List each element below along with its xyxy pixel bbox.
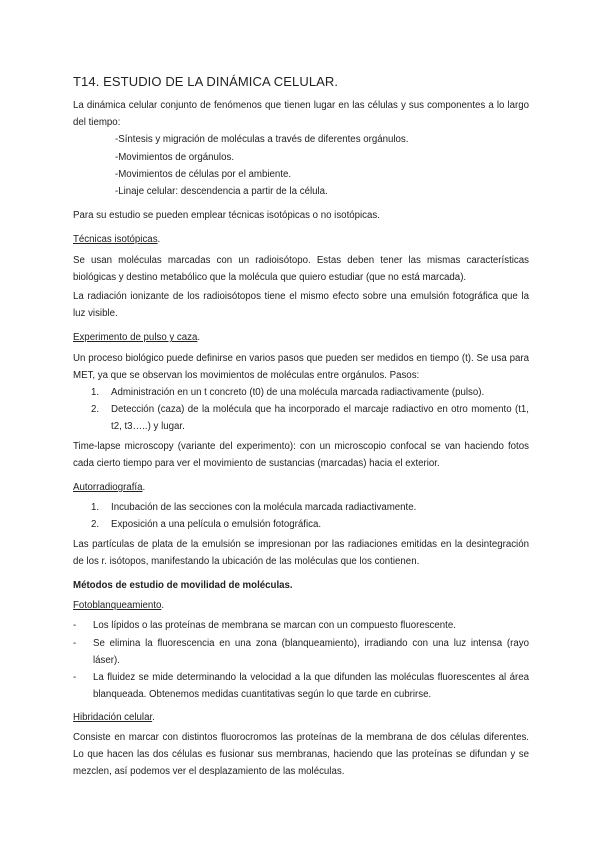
dash-marker: - [115, 151, 119, 163]
intro-paragraph: La dinámica celular conjunto de fenómenos que tienen lugar en las células y sus componentes a lo largo del tiempo: [73, 100, 529, 129]
section-heading-pulse-chase: Experimento de pulso y caza. [73, 332, 201, 344]
isotopic-paragraph-1: Se usan moléculas marcadas con un radioisótopo. Estas deben tener las mismas características biológicas y destino metabólico que la molécula que quiero estudiar (que no está marcada). [73, 254, 529, 283]
hybridization-paragraph: Consiste en marcar con distintos fluorocromos las proteínas de la membrana de dos células diferentes. Lo que hacen las dos células es fusionar sus membranas, haciendo que las proteínas se difundan y se mezclen, así podemos ver el desplazamiento de las moléculas. [73, 731, 529, 778]
list-item: - Los lípidos o las proteínas de membrana se marcan con un compuesto fluorescente. [73, 617, 529, 634]
subsection-heading-photobleaching: Fotoblanqueamiento. [73, 600, 165, 612]
list-item: - La fluidez se mide determinando la velocidad a la que difunden las moléculas fluorescentes al área blanqueada. Obtenemos medidas cuantitativas según lo que tarde en cubrirse. [73, 669, 529, 703]
list-item: 1. Incubación de las secciones con la molécula marcada radiactivamente. [91, 502, 417, 514]
list-item: 1. Administración en un t concreto (t0) de una molécula marcada radiactivamente (pulso). [91, 387, 485, 399]
dash-marker: - [115, 186, 119, 198]
list-item: -Movimientos de células por el ambiente. [115, 168, 292, 180]
dash-marker: - [73, 637, 77, 649]
section-heading-mobility: Métodos de estudio de movilidad de moléculas. [73, 580, 293, 592]
study-note: Para su estudio se pueden emplear técnicas isotópicas o no isotópicas. [73, 210, 380, 222]
list-item: - Se elimina la fluorescencia en una zona (blanqueamiento), irradiando con una luz intensa (rayo láser). [73, 635, 529, 669]
intro-list [73, 131, 529, 200]
pulse-chase-paragraph-2: Time-lapse microscopy (variante del experimento): con un microscopio confocal se van haciendo fotos cada cierto tiempo para ver el movimiento de sustancias (marcadas) hacia el exterior. [73, 440, 529, 469]
list-item: 2. Exposición a una película o emulsión fotográfica. [91, 519, 322, 531]
dash-marker: - [115, 134, 119, 146]
autoradiography-steps [73, 499, 529, 533]
list-item: -Movimientos de orgánulos. [115, 151, 235, 163]
list-item: -Síntesis y migración de moléculas a través de diferentes orgánulos. [115, 134, 409, 146]
page-title: T14. ESTUDIO DE LA DINÁMICA CELULAR. [73, 74, 339, 89]
dash-marker: - [73, 672, 77, 684]
list-item: 2. Detección (caza) de la molécula que ha incorporado el marcaje radiactivo en otro momento (t1, t2, t3…..) y lugar. [91, 404, 529, 433]
subsection-heading-hybridization: Hibridación celular. [73, 711, 155, 723]
dash-marker: - [73, 620, 77, 632]
autoradiography-paragraph: Las partículas de plata de la emulsión se impresionan por las radiaciones emitidas en la desintegración de los r. isótopos, manifestando la ubicación de las moléculas que los contienen. [73, 538, 529, 567]
list-item: -Linaje celular: descendencia a partir de la célula. [115, 186, 328, 198]
photobleaching-list [73, 617, 529, 703]
section-heading-isotopic: Técnicas isotópicas. [73, 234, 161, 246]
pulse-chase-steps [73, 384, 529, 436]
document-body [73, 97, 529, 780]
pulse-chase-paragraph-1: Un proceso biológico puede definirse en varios pasos que pueden ser medidos en tiempo (t). Se usa para MET, ya que se observan los movimientos de moléculas entre orgánulos. Pasos: [73, 352, 529, 381]
isotopic-paragraph-2: La radiación ionizante de los radioisótopos tiene el mismo efecto sobre una emulsión fotográfica que la luz visible. [73, 291, 529, 320]
dash-marker: - [115, 168, 119, 180]
section-heading-autoradiography: Autorradiografía. [73, 482, 146, 494]
